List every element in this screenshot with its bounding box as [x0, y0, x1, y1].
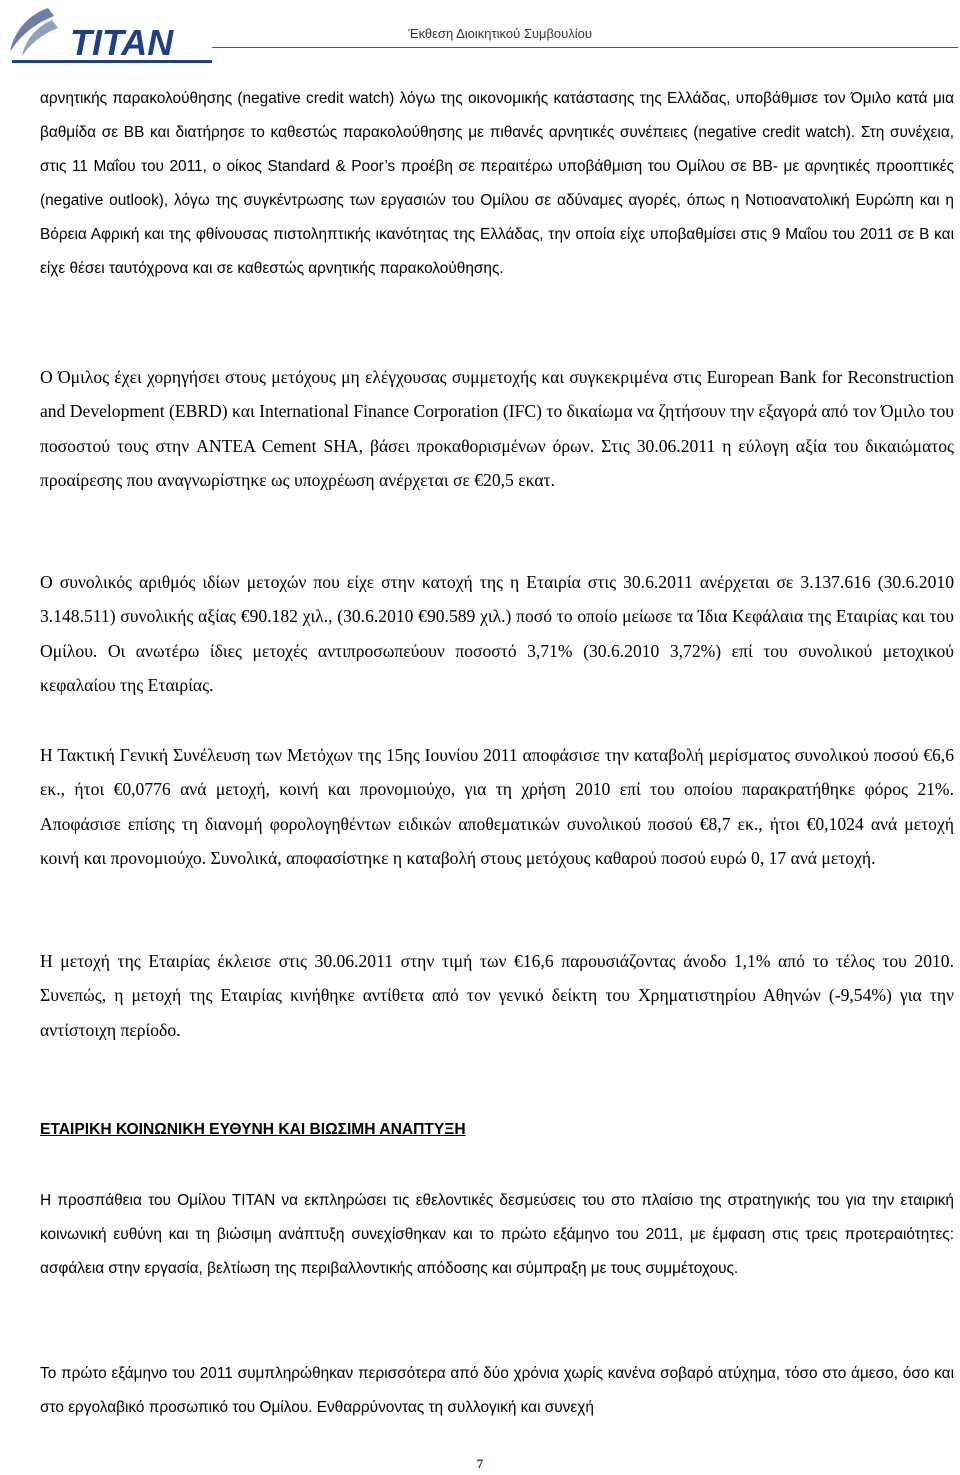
section-heading-csr: ΕΤΑΙΡΙΚΗ ΚΟΙΝΩΝΙΚΗ ΕΥΘΥΝΗ ΚΑΙ ΒΙΩΣΙΜΗ ΑΝΑΠΤΥΞΗ: [40, 1121, 466, 1138]
report-title: Έκθεση Διοικητικού Συμβουλίου: [408, 26, 592, 41]
paragraph-put-option: Ο Όμιλος έχει χορηγήσει στους μετόχους μη ελέγχουσας συμμετοχής και συγκεκριμένα στις European Bank for Reconstruction and Development (EBRD) και International Finance Corporation (IFC) το δικαίωμα να ζητήσουν την εξαγορά από τον Όμιλο του ποσοστού τους στην ANTEA Cement SHA, βάσει προκαθορισμένων όρων. Στις 30.06.2011 η εύλογη αξία του δικαιώματος προαίρεσης που αναγνωρίστηκε ως υποχρέωση ανέρχεται σε €20,5 εκατ.: [40, 367, 955, 490]
header-divider: [212, 47, 958, 48]
titan-logo: [8, 6, 218, 70]
paragraph-dividend: Η Τακτική Γενική Συνέλευση των Μετόχων της 15ης Ιουνίου 2011 αποφάσισε την καταβολή μερίσματος συνολικού ποσού €6,6 εκ., ήτοι €0,0776 ανά μετοχή, κοινή και προνομιούχο, για τη χρήση 2010 επί του οποίου παρακρατήθηκε φόρος 21%. Αποφάσισε επίσης τη διανομή φορολογηθέντων ειδικών αποθεματικών συνολικού ποσού €8,7 εκ., ήτοι €0,1024 ανά μετοχή κοινή και προνομιούχο. Συνολικά, αποφασίστηκε η καταβολή στους μετόχους καθαρού ποσού ευρώ 0, 17 ανά μετοχή.: [40, 745, 954, 868]
paragraph-treasury-shares: Ο συνολικός αριθμός ιδίων μετοχών που είχε στην κατοχή της η Εταιρία στις 30.6.2011 ανέρχεται σε 3.137.616 (30.6.2010 3.148.511) συνολικής αξίας €90.182 χιλ., (30.6.2010 €90.589 χιλ.) ποσό το οποίο μείωσε τα Ίδια Κεφάλαια της Εταιρίας και του Ομίλου. Οι ανωτέρω ίδιες μετοχές αντιπροσωπεύουν ποσοστό 3,71% (30.6.2010 3,72%) επί του συνολικού μετοχικού κεφαλαίου της Εταιρίας.: [40, 572, 954, 695]
page-number: 7: [476, 1456, 484, 1471]
paragraph-safety: Το πρώτο εξάμηνο του 2011 συμπληρώθηκαν περισσότερα από δύο χρόνια χωρίς κανένα σοβαρό ατύχημα, τόσο στο άμεσο, όσο και στο εργολαβικό προσωπικό του Ομίλου. Ενθαρρύνοντας τη συλλογική και συνεχή: [40, 1365, 954, 1416]
paragraph-credit-rating: αρνητικής παρακολούθησης (negative credit watch) λόγω της οικονομικής κατάστασης της Ελλάδας, υποβάθμισε τον Όμιλο κατά μια βαθμίδα σε BB και διατήρησε το καθεστώς παρακολούθησης με πιθανές αρνητικές συνέπειες (negative credit watch). Στη συνέχεια, στις 11 Μαΐου του 2011, ο οίκος Standard & Poor’s προέβη σε περαιτέρω υποβάθμιση του Ομίλου σε BB- με αρνητικές προοπτικές (negative outlook), λόγω της συγκέντρωσης των εργασιών του Ομίλου σε αδύναμες αγορές, όπως η Νοτιοανατολική Ευρώπη και η Βόρεια Αφρική και της φθίνουσας πιστοληπτικής ικανότητας της Ελλάδας, την οποία είχε υποβαθμίσει στις 9 Μαΐου του 2011 σε B και είχε θέσει ταυτόχρονα και σε καθεστώς αρνητικής παρακολούθησης.: [40, 90, 954, 277]
paragraph-csr-commitments: Η προσπάθεια του Ομίλου ΤΙΤΑΝ να εκπληρώσει τις εθελοντικές δεσμεύσεις του στο πλαίσιο της στρατηγικής του για την εταιρική κοινωνική ευθύνη και τη βιώσιμη ανάπτυξη συνεχίσθηκαν και το πρώτο εξάμηνο του 2011, με έμφαση στις τρεις προτεραιότητες: ασφάλεια στην εργασία, βελτίωση της περιβαλλοντικής απόδοσης και σύμπραξη με τους συμμέτοχους.: [40, 1192, 954, 1277]
svg-text:TITAN: TITAN: [70, 22, 174, 63]
paragraph-share-price: Η μετοχή της Εταιρίας έκλεισε στις 30.06.2011 στην τιμή των €16,6 παρουσιάζοντας άνοδο 1,1% από το τέλος του 2010. Συνεπώς, η μετοχή της Εταιρίας κινήθηκε αντίθετα από τον γενικό δείκτη του Χρηματιστηρίου Αθηνών (-9,54%) για την αντίστοιχη περίοδο.: [40, 951, 954, 1040]
